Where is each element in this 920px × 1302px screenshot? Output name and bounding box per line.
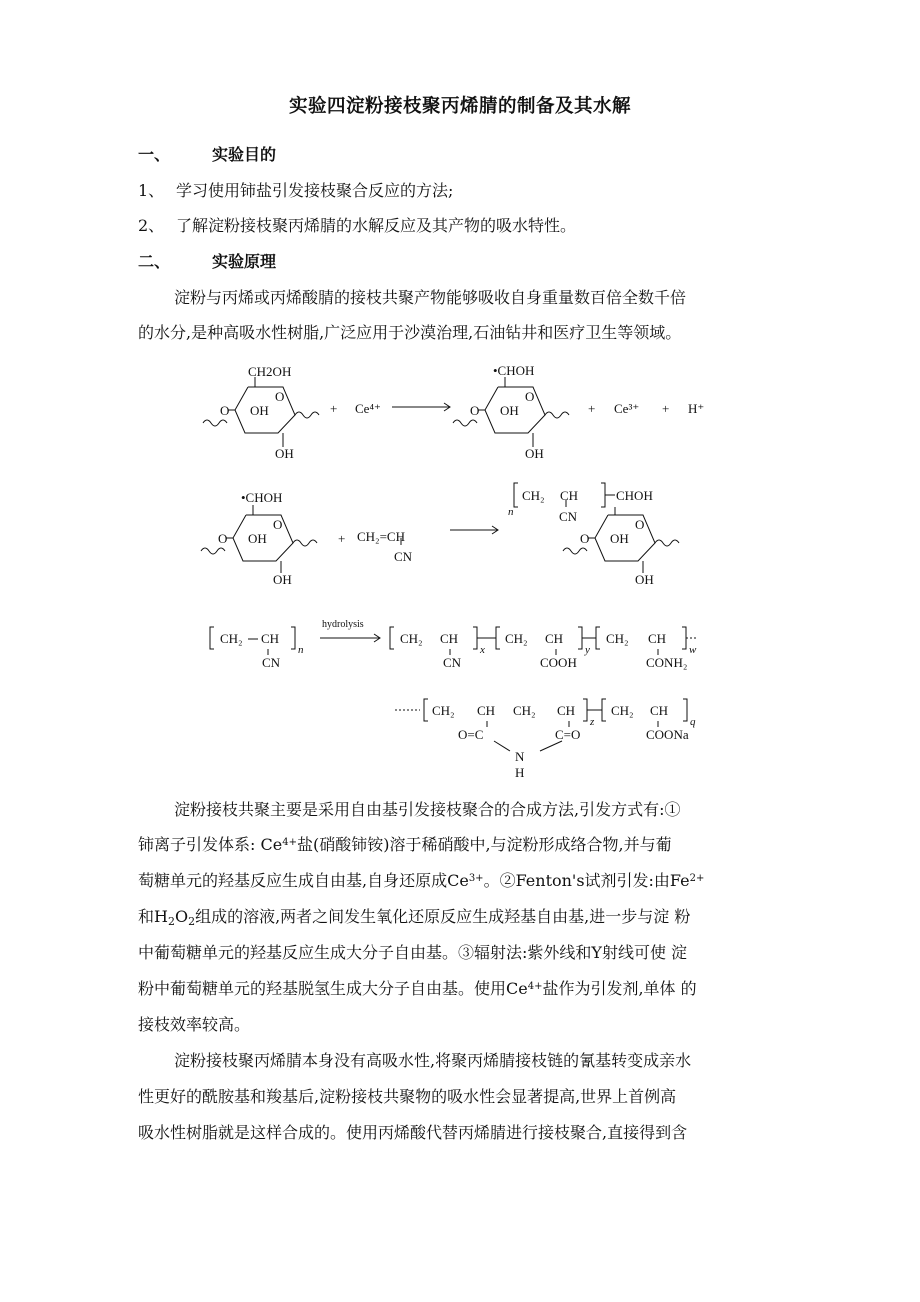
ring-oxygen: O	[275, 389, 285, 404]
item-text: 了解淀粉接枝聚丙烯腈的水解反应及其产物的吸水特性。	[176, 216, 577, 235]
hydroxyl-label: OH	[248, 531, 267, 546]
para2-line-4: 和$H_2O_2$组成的溶液,两者之间发生氧化还原反应生成羟基自由基,进一步与淀 粉	[138, 907, 691, 928]
plus-sign: +	[330, 401, 338, 416]
radical-choh-label: •CHOH	[493, 363, 535, 378]
carbonyl-left-label: O=C	[458, 727, 484, 742]
para2-line-2: 铈离子引发体系: $Ce^{4+}$盐(硝酸铈铵)溶于稀硝酸中,与淀粉形成络合物,并与葡	[138, 835, 672, 854]
para3-line-2: 性更好的酰胺基和羧基后,淀粉接枝共聚物的吸水性会显著提高,世界上首例高	[138, 1087, 677, 1106]
ch-label: CH	[261, 631, 280, 646]
ring-oxygen: O	[635, 517, 645, 532]
ch-label: CH	[557, 703, 576, 718]
imide-nitrogen: N	[515, 749, 525, 764]
plus-sign: +	[662, 401, 670, 416]
plus-sign: +	[588, 401, 596, 416]
ch2oh-label: CH2OH	[248, 364, 292, 379]
choh-label: CHOH	[616, 488, 653, 503]
ch2-label: CH₂	[432, 703, 455, 718]
section-label: 实验目的	[212, 145, 277, 164]
para2-line-6: 粉中葡萄糖单元的羟基脱氢生成大分子自由基。使用$Ce^{4+}$盐作为引发剂,单体 的	[138, 979, 697, 998]
cerium-3-label: Ce³⁺	[614, 401, 640, 416]
section-number: 二、	[138, 252, 171, 271]
ch-label: CH	[545, 631, 564, 646]
repeat-n: n	[508, 506, 514, 518]
para2-line-5: 中葡萄糖单元的羟基反应生成大分子自由基。③辐射法:紫外线和Y射线可使 淀	[138, 943, 688, 962]
acrylonitrile-label: CH₂=CH	[357, 529, 405, 544]
document-title: 实验四淀粉接枝聚丙烯腈的制备及其水解	[288, 96, 631, 117]
carbonyl-right-label: C=O	[555, 727, 581, 742]
section-heading-principle	[138, 249, 276, 272]
nitrile-label: CN	[394, 549, 413, 564]
objective-item-1	[138, 178, 453, 201]
imide-hydrogen: H	[515, 765, 525, 780]
section-heading-objectives	[138, 142, 276, 165]
glycosidic-oxygen: O	[580, 531, 590, 546]
reaction-scheme	[0, 355, 920, 785]
item-text: 学习使用铈盐引发接枝聚合反应的方法;	[176, 181, 454, 200]
hydroxyl-label: OH	[635, 572, 654, 587]
repeat-y: y	[585, 644, 590, 656]
ch-label: CH	[648, 631, 667, 646]
carboxyl-label: COOH	[540, 655, 577, 670]
ch-label: CH	[560, 488, 579, 503]
repeat-w: w	[689, 644, 697, 656]
hydroxyl-label: OH	[275, 446, 294, 461]
para3-line-1: 淀粉接枝聚丙烯腈本身没有高吸水性,将聚丙烯腈接枝链的氰基转变成亲水	[174, 1051, 692, 1070]
para2-line-7: 接枝效率较高。	[138, 1015, 251, 1034]
ch2-label: CH₂	[611, 703, 634, 718]
glycosidic-oxygen: O	[220, 403, 230, 418]
objective-item-2	[138, 213, 576, 236]
hydroxyl-label: OH	[273, 572, 292, 587]
intro-line-1: 淀粉与丙烯或丙烯酸腈的接枝共聚产物能够吸收自身重量数百倍全数千倍	[174, 288, 687, 307]
ring-oxygen: O	[525, 389, 535, 404]
ring-oxygen: O	[273, 517, 283, 532]
repeat-x: x	[480, 644, 485, 656]
ch2-label: CH₂	[220, 631, 243, 646]
para2-line-3: 萄糖单元的羟基反应生成自由基,自身还原成$Ce^{3+}$。②Fenton's试剂引发:由$Fe^{2+}$	[138, 871, 705, 890]
ch-label: CH	[477, 703, 496, 718]
nitrile-label: CN	[443, 655, 462, 670]
item-number: 2、	[138, 216, 165, 235]
ch2-label: CH₂	[522, 488, 545, 503]
repeat-n: n	[298, 644, 304, 656]
ch-label: CH	[440, 631, 459, 646]
plus-sign: +	[338, 531, 346, 546]
ch2-label: CH₂	[606, 631, 629, 646]
nitrile-label: CN	[559, 509, 578, 524]
hydroxyl-label: OH	[525, 446, 544, 461]
hydrolysis-label: hydrolysis	[322, 619, 364, 630]
ch2-label: CH₂	[505, 631, 528, 646]
section-number: 一、	[138, 145, 171, 164]
repeat-q: q	[690, 716, 696, 728]
item-number: 1、	[138, 181, 165, 200]
glycosidic-oxygen: O	[470, 403, 480, 418]
glycosidic-oxygen: O	[218, 531, 228, 546]
proton-label: H⁺	[688, 401, 705, 416]
amide-label: CONH₂	[646, 655, 688, 670]
carboxylate-label: COONa	[646, 727, 689, 742]
radical-choh-label: •CHOH	[241, 490, 283, 505]
intro-line-2: 的水分,是种高吸水性树脂,广泛应用于沙漠治理,石油钻井和医疗卫生等领域。	[138, 323, 682, 342]
hydroxyl-label: OH	[250, 403, 269, 418]
repeat-z: z	[590, 716, 595, 728]
para2-line-1: 淀粉接枝共聚主要是采用自由基引发接枝聚合的合成方法,引发方式有:①	[174, 800, 681, 819]
ch2-label: CH₂	[513, 703, 536, 718]
cerium-4-label: Ce⁴⁺	[355, 401, 381, 416]
ch-label: CH	[650, 703, 669, 718]
section-label: 实验原理	[212, 252, 277, 271]
hydroxyl-label: OH	[610, 531, 629, 546]
para3-line-3: 吸水性树脂就是这样合成的。使用丙烯酸代替丙烯腈进行接枝聚合,直接得到含	[138, 1123, 688, 1142]
nitrile-label: CN	[262, 655, 281, 670]
ch2-label: CH₂	[400, 631, 423, 646]
hydroxyl-label: OH	[500, 403, 519, 418]
